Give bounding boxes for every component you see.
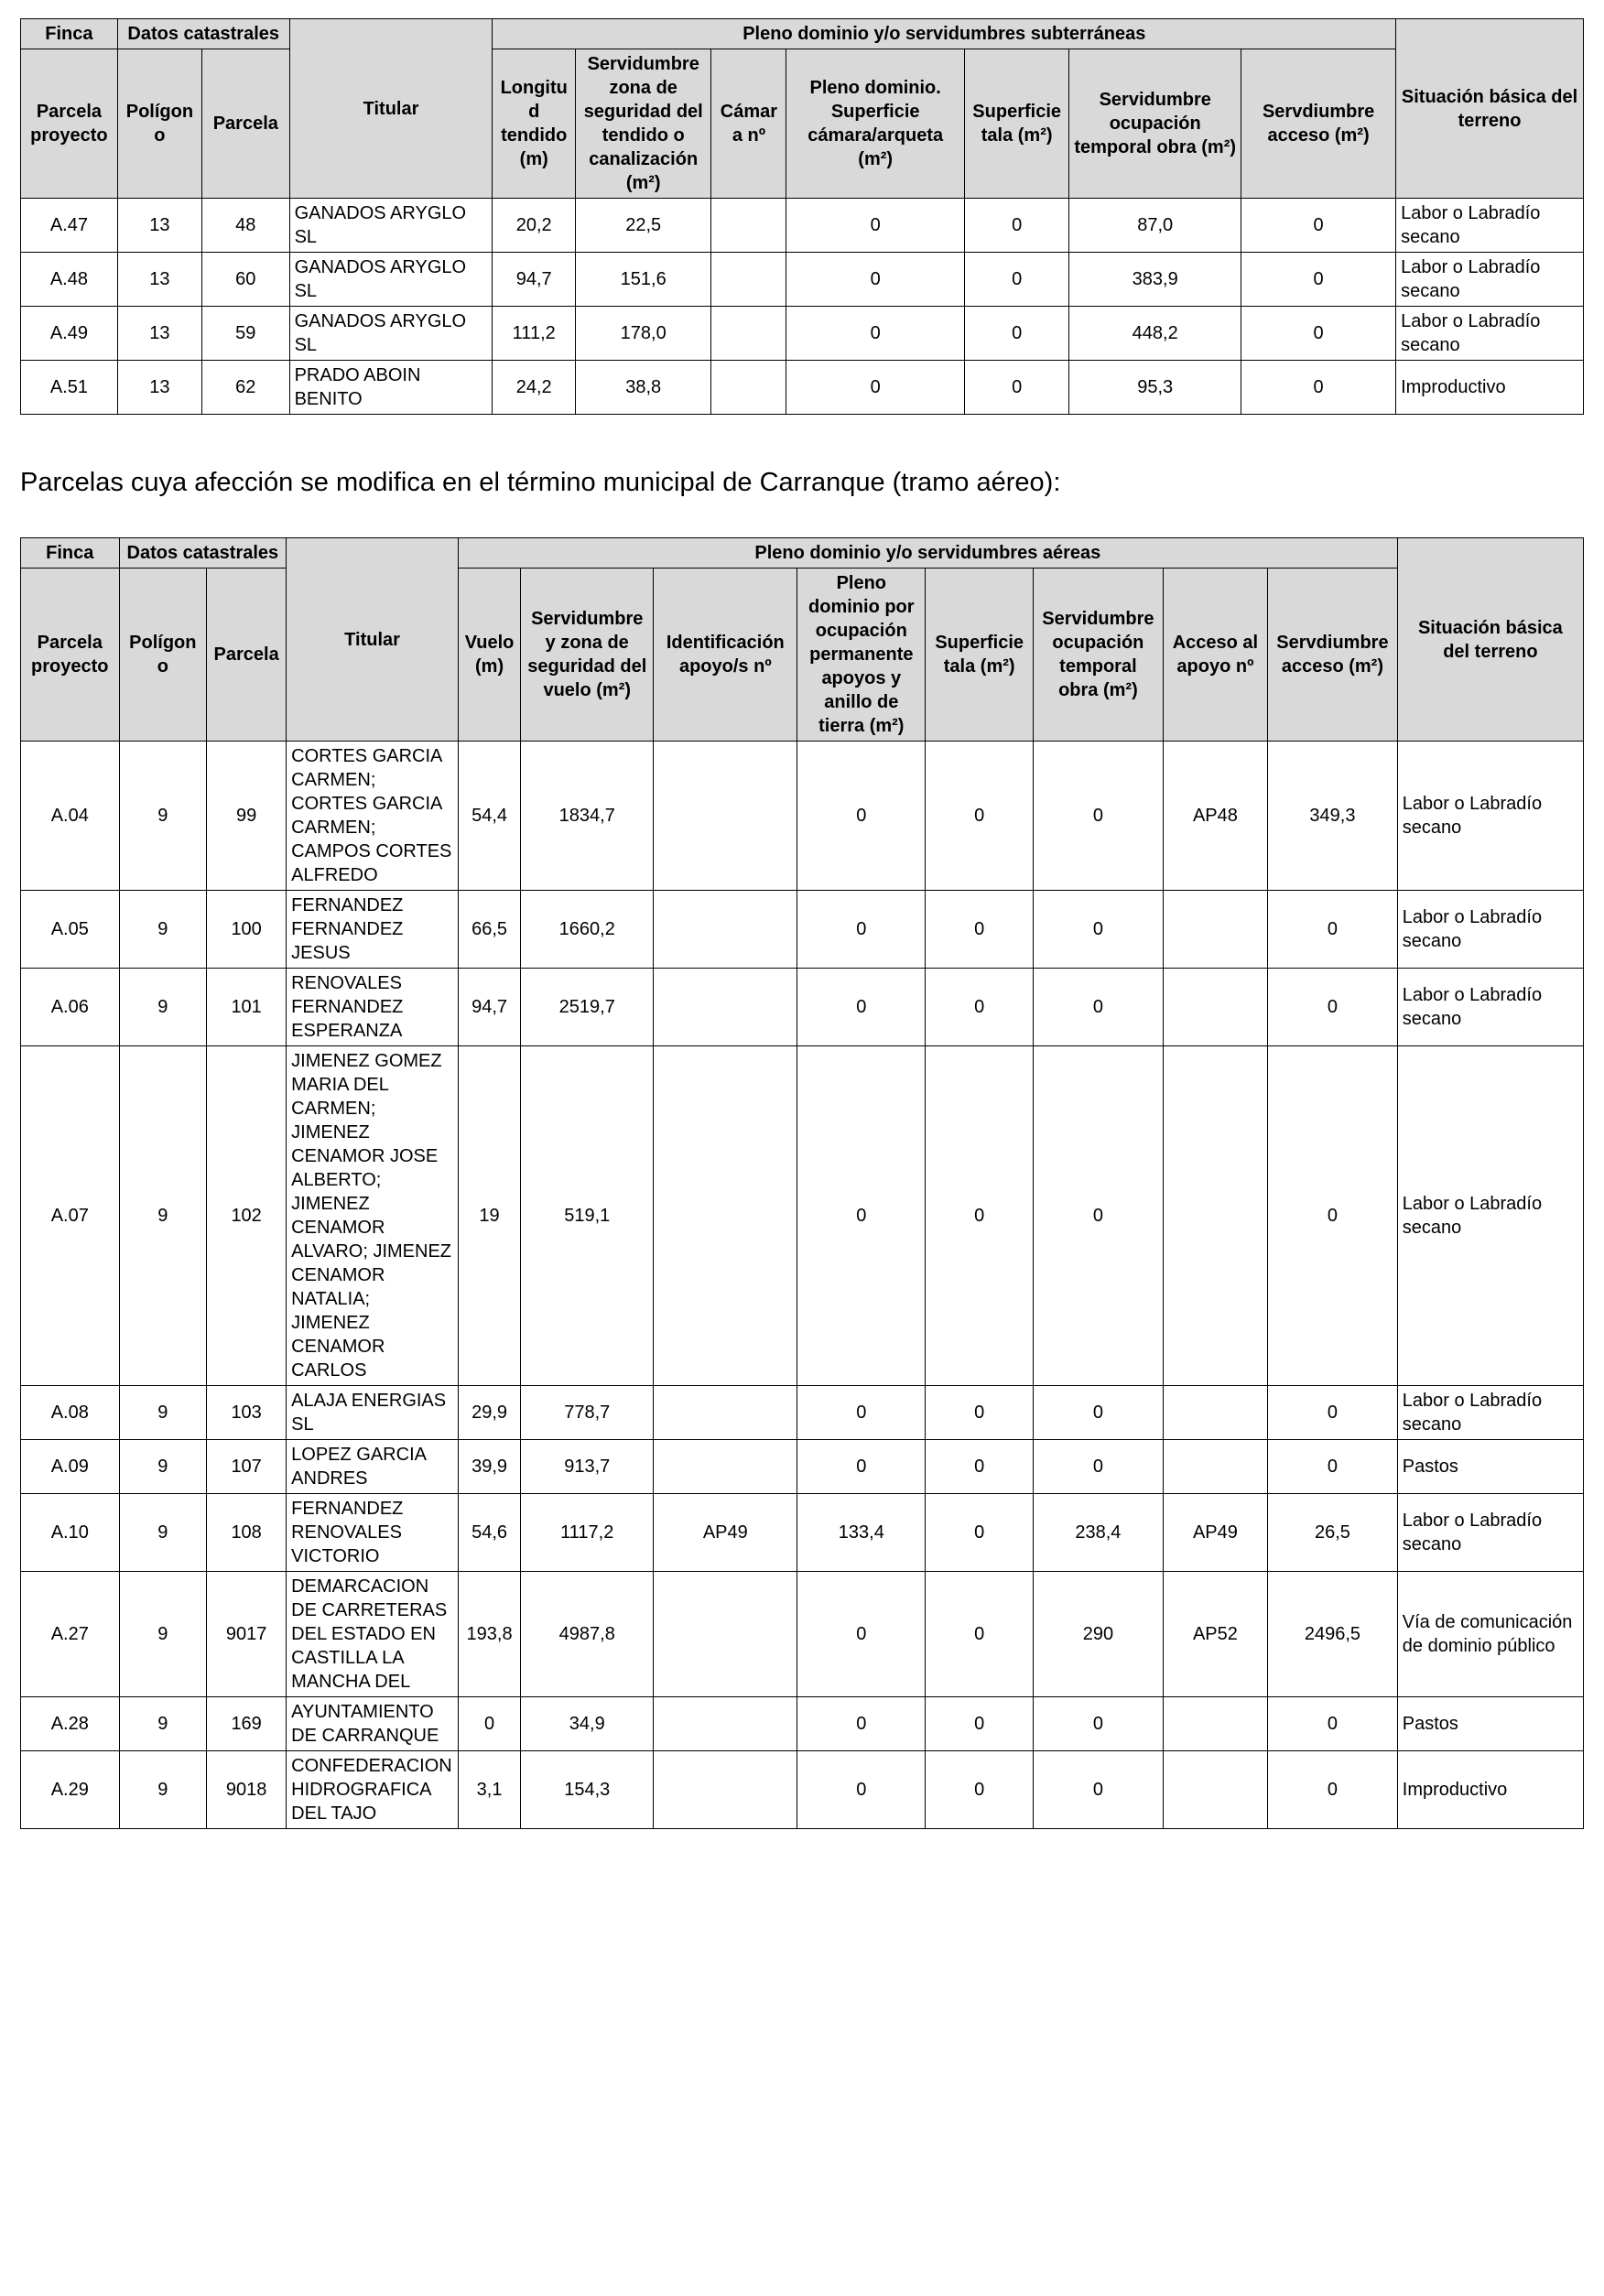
cell-pleno-dominio: 0 <box>797 1046 926 1386</box>
cell-parcela: 9018 <box>207 1751 287 1829</box>
cell-parcela: 48 <box>202 199 290 253</box>
cell-servidumbre-ocupacion: 0 <box>1034 1697 1164 1751</box>
cell-parcela: 59 <box>202 307 290 361</box>
cell-camara <box>711 199 786 253</box>
cell-servidumbre-acceso: 0 <box>1268 1697 1398 1751</box>
cell-titular: AYUNTAMIENTO DE CARRANQUE <box>287 1697 459 1751</box>
cell-servidumbre-acceso: 2496,5 <box>1268 1572 1398 1697</box>
cell-poligono: 13 <box>117 307 201 361</box>
cell-superficie-tala: 0 <box>926 742 1034 891</box>
cell-parcela: 99 <box>207 742 287 891</box>
cell-servidumbre-ocupacion: 448,2 <box>1069 307 1241 361</box>
cell-parcela-proyecto: A.47 <box>21 199 118 253</box>
header-parcela-proyecto: Parcela proyecto <box>21 49 118 199</box>
cell-titular: GANADOS ARYGLO SL <box>289 307 493 361</box>
header-parcela: Parcela <box>207 569 287 742</box>
header-row-columns <box>21 49 1584 199</box>
cell-acceso-apoyo: AP49 <box>1163 1494 1267 1572</box>
cell-identificacion-apoyo <box>654 1697 797 1751</box>
header-row-columns <box>21 569 1584 742</box>
cell-servidumbre-vuelo: 4987,8 <box>521 1572 654 1697</box>
cell-servidumbre-acceso: 26,5 <box>1268 1494 1398 1572</box>
cell-titular: ALAJA ENERGIAS SL <box>287 1386 459 1440</box>
cell-acceso-apoyo <box>1163 1046 1267 1386</box>
cell-servidumbre-vuelo: 1834,7 <box>521 742 654 891</box>
cell-acceso-apoyo <box>1163 1697 1267 1751</box>
cell-parcela-proyecto: A.29 <box>21 1751 120 1829</box>
cell-poligono: 9 <box>119 1386 207 1440</box>
cell-situacion-terreno: Labor o Labradío secano <box>1396 199 1584 253</box>
cell-identificacion-apoyo <box>654 1751 797 1829</box>
cell-superficie-tala: 0 <box>964 361 1068 415</box>
cell-poligono: 9 <box>119 1751 207 1829</box>
cell-pleno-dominio: 0 <box>786 199 965 253</box>
header-situacion-terreno: Situación básica del terreno <box>1397 538 1583 742</box>
table-servidumbres-subterraneas <box>20 18 1584 415</box>
cell-acceso-apoyo <box>1163 1440 1267 1494</box>
cell-poligono: 9 <box>119 969 207 1046</box>
cell-servidumbre-ocupacion: 0 <box>1034 1386 1164 1440</box>
cell-servidumbre-ocupacion: 238,4 <box>1034 1494 1164 1572</box>
header-servidumbre-acceso: Servdiumbre acceso (m²) <box>1268 569 1398 742</box>
cell-titular: GANADOS ARYGLO SL <box>289 253 493 307</box>
cell-servidumbre-vuelo: 778,7 <box>521 1386 654 1440</box>
cell-poligono: 9 <box>119 1572 207 1697</box>
cell-parcela: 60 <box>202 253 290 307</box>
cell-titular: GANADOS ARYGLO SL <box>289 199 493 253</box>
cell-servidumbre-ocupacion: 383,9 <box>1069 253 1241 307</box>
cell-situacion-terreno: Labor o Labradío secano <box>1396 253 1584 307</box>
header-parcela-proyecto: Parcela proyecto <box>21 569 120 742</box>
cell-parcela-proyecto: A.05 <box>21 891 120 969</box>
cell-parcela: 100 <box>207 891 287 969</box>
cell-situacion-terreno: Labor o Labradío secano <box>1396 307 1584 361</box>
cell-acceso-apoyo: AP48 <box>1163 742 1267 891</box>
cell-pleno-dominio: 0 <box>797 1440 926 1494</box>
header-row-groups <box>21 19 1584 49</box>
cell-poligono: 13 <box>117 253 201 307</box>
cell-acceso-apoyo <box>1163 891 1267 969</box>
cell-camara <box>711 307 786 361</box>
cell-superficie-tala: 0 <box>926 1572 1034 1697</box>
cell-superficie-tala: 0 <box>926 1046 1034 1386</box>
cell-identificacion-apoyo <box>654 1440 797 1494</box>
header-row-groups <box>21 538 1584 569</box>
cell-parcela-proyecto: A.10 <box>21 1494 120 1572</box>
table-servidumbres-aereas <box>20 537 1584 1829</box>
cell-identificacion-apoyo: AP49 <box>654 1494 797 1572</box>
cell-parcela: 102 <box>207 1046 287 1386</box>
cell-servidumbre-ocupacion: 0 <box>1034 1046 1164 1386</box>
cell-vuelo: 54,4 <box>458 742 520 891</box>
table-row <box>21 891 1584 969</box>
cell-pleno-dominio: 0 <box>797 1751 926 1829</box>
cell-poligono: 9 <box>119 891 207 969</box>
table-row <box>21 1751 1584 1829</box>
header-titular: Titular <box>289 19 493 199</box>
cell-titular: PRADO ABOIN BENITO <box>289 361 493 415</box>
cell-superficie-tala: 0 <box>926 1494 1034 1572</box>
cell-vuelo: 54,6 <box>458 1494 520 1572</box>
cell-servidumbre-ocupacion: 0 <box>1034 1751 1164 1829</box>
cell-servidumbre-zona: 22,5 <box>575 199 711 253</box>
table-row <box>21 361 1584 415</box>
cell-servidumbre-vuelo: 154,3 <box>521 1751 654 1829</box>
cell-parcela-proyecto: A.04 <box>21 742 120 891</box>
header-pleno-dominio-camara: Pleno dominio. Superficie cámara/arqueta (m²) <box>786 49 965 199</box>
header-vuelo: Vuelo (m) <box>458 569 520 742</box>
cell-superficie-tala: 0 <box>926 891 1034 969</box>
cell-servidumbre-ocupacion: 0 <box>1034 742 1164 891</box>
cell-identificacion-apoyo <box>654 1572 797 1697</box>
cell-titular: FERNANDEZ FERNANDEZ JESUS <box>287 891 459 969</box>
cell-pleno-dominio: 133,4 <box>797 1494 926 1572</box>
header-titular: Titular <box>287 538 459 742</box>
cell-poligono: 9 <box>119 1440 207 1494</box>
cell-situacion-terreno: Pastos <box>1397 1440 1583 1494</box>
header-parcela: Parcela <box>202 49 290 199</box>
table-row <box>21 1046 1584 1386</box>
cell-poligono: 13 <box>117 361 201 415</box>
cell-servidumbre-zona: 178,0 <box>575 307 711 361</box>
header-servidumbre-acceso: Servdiumbre acceso (m²) <box>1241 49 1396 199</box>
cell-longitud-tendido: 24,2 <box>493 361 575 415</box>
cell-parcela-proyecto: A.07 <box>21 1046 120 1386</box>
cell-superficie-tala: 0 <box>964 307 1068 361</box>
cell-pleno-dominio: 0 <box>797 1386 926 1440</box>
header-servidumbre-ocupacion: Servidumbre ocupación temporal obra (m²) <box>1069 49 1241 199</box>
table-row <box>21 742 1584 891</box>
table-body-aereas <box>21 742 1584 1829</box>
cell-identificacion-apoyo <box>654 969 797 1046</box>
table-body-subterraneas <box>21 199 1584 415</box>
cell-longitud-tendido: 94,7 <box>493 253 575 307</box>
cell-servidumbre-vuelo: 913,7 <box>521 1440 654 1494</box>
cell-poligono: 9 <box>119 742 207 891</box>
cell-pleno-dominio: 0 <box>797 1697 926 1751</box>
cell-situacion-terreno: Labor o Labradío secano <box>1397 969 1583 1046</box>
cell-poligono: 9 <box>119 1494 207 1572</box>
cell-acceso-apoyo <box>1163 1751 1267 1829</box>
intro-paragraph: Parcelas cuya afección se modifica en el término municipal de Carranque (tramo aéreo): <box>20 468 1061 497</box>
cell-vuelo: 193,8 <box>458 1572 520 1697</box>
cell-servidumbre-vuelo: 34,9 <box>521 1697 654 1751</box>
cell-servidumbre-acceso: 0 <box>1241 307 1396 361</box>
header-datos-catastrales: Datos catastrales <box>119 538 287 569</box>
cell-situacion-terreno: Labor o Labradío secano <box>1397 1046 1583 1386</box>
cell-servidumbre-acceso: 0 <box>1268 1046 1398 1386</box>
cell-vuelo: 29,9 <box>458 1386 520 1440</box>
header-finca: Finca <box>21 538 120 569</box>
cell-identificacion-apoyo <box>654 1386 797 1440</box>
cell-servidumbre-vuelo: 1117,2 <box>521 1494 654 1572</box>
cell-longitud-tendido: 111,2 <box>493 307 575 361</box>
header-group-pleno-dominio-subterraneas: Pleno dominio y/o servidumbres subterráneas <box>493 19 1396 49</box>
cell-situacion-terreno: Labor o Labradío secano <box>1397 891 1583 969</box>
document-content <box>20 18 1584 1829</box>
cell-vuelo: 94,7 <box>458 969 520 1046</box>
cell-servidumbre-vuelo: 1660,2 <box>521 891 654 969</box>
cell-pleno-dominio: 0 <box>786 307 965 361</box>
cell-situacion-terreno: Labor o Labradío secano <box>1397 742 1583 891</box>
cell-acceso-apoyo: AP52 <box>1163 1572 1267 1697</box>
cell-servidumbre-acceso: 0 <box>1268 1386 1398 1440</box>
cell-parcela: 108 <box>207 1494 287 1572</box>
cell-titular: LOPEZ GARCIA ANDRES <box>287 1440 459 1494</box>
header-datos-catastrales: Datos catastrales <box>117 19 289 49</box>
cell-vuelo: 19 <box>458 1046 520 1386</box>
table-row <box>21 1697 1584 1751</box>
cell-servidumbre-acceso: 0 <box>1241 199 1396 253</box>
cell-superficie-tala: 0 <box>926 1386 1034 1440</box>
cell-acceso-apoyo <box>1163 969 1267 1046</box>
cell-identificacion-apoyo <box>654 891 797 969</box>
cell-parcela-proyecto: A.06 <box>21 969 120 1046</box>
header-pleno-dominio-apoyos: Pleno dominio por ocupación permanente apoyos y anillo de tierra (m²) <box>797 569 926 742</box>
cell-servidumbre-ocupacion: 87,0 <box>1069 199 1241 253</box>
cell-camara <box>711 253 786 307</box>
cell-superficie-tala: 0 <box>926 969 1034 1046</box>
cell-parcela-proyecto: A.48 <box>21 253 118 307</box>
cell-servidumbre-vuelo: 519,1 <box>521 1046 654 1386</box>
cell-servidumbre-acceso: 349,3 <box>1268 742 1398 891</box>
cell-longitud-tendido: 20,2 <box>493 199 575 253</box>
cell-parcela-proyecto: A.28 <box>21 1697 120 1751</box>
cell-pleno-dominio: 0 <box>797 1572 926 1697</box>
cell-titular: CORTES GARCIA CARMEN; CORTES GARCIA CARMEN; CAMPOS CORTES ALFREDO <box>287 742 459 891</box>
cell-servidumbre-acceso: 0 <box>1241 361 1396 415</box>
cell-servidumbre-vuelo: 2519,7 <box>521 969 654 1046</box>
header-acceso-apoyo: Acceso al apoyo nº <box>1163 569 1267 742</box>
cell-pleno-dominio: 0 <box>797 891 926 969</box>
header-servidumbre-ocupacion: Servidumbre ocupación temporal obra (m²) <box>1034 569 1164 742</box>
cell-situacion-terreno: Labor o Labradío secano <box>1397 1494 1583 1572</box>
cell-servidumbre-zona: 38,8 <box>575 361 711 415</box>
cell-parcela: 101 <box>207 969 287 1046</box>
cell-superficie-tala: 0 <box>964 199 1068 253</box>
cell-superficie-tala: 0 <box>964 253 1068 307</box>
cell-vuelo: 39,9 <box>458 1440 520 1494</box>
cell-camara <box>711 361 786 415</box>
header-situacion-terreno: Situación básica del terreno <box>1396 19 1584 199</box>
cell-parcela-proyecto: A.09 <box>21 1440 120 1494</box>
cell-servidumbre-zona: 151,6 <box>575 253 711 307</box>
header-poligono: Polígono <box>117 49 201 199</box>
cell-parcela-proyecto: A.27 <box>21 1572 120 1697</box>
header-servidumbre-zona-seguridad: Servidumbre zona de seguridad del tendido o canalización (m²) <box>575 49 711 199</box>
cell-poligono: 9 <box>119 1046 207 1386</box>
cell-servidumbre-ocupacion: 0 <box>1034 1440 1164 1494</box>
header-superficie-tala: Superficie tala (m²) <box>926 569 1034 742</box>
cell-situacion-terreno: Improductivo <box>1397 1751 1583 1829</box>
table-header <box>21 538 1584 742</box>
cell-titular: CONFEDERACION HIDROGRAFICA DEL TAJO <box>287 1751 459 1829</box>
cell-parcela: 103 <box>207 1386 287 1440</box>
cell-parcela-proyecto: A.08 <box>21 1386 120 1440</box>
header-group-pleno-dominio-aereas: Pleno dominio y/o servidumbres aéreas <box>458 538 1397 569</box>
table-row <box>21 1572 1584 1697</box>
cell-situacion-terreno: Vía de comunicación de dominio público <box>1397 1572 1583 1697</box>
header-finca: Finca <box>21 19 118 49</box>
cell-titular: FERNANDEZ RENOVALES VICTORIO <box>287 1494 459 1572</box>
table-row <box>21 1440 1584 1494</box>
table-row <box>21 253 1584 307</box>
cell-servidumbre-acceso: 0 <box>1241 253 1396 307</box>
cell-titular: JIMENEZ GOMEZ MARIA DEL CARMEN; JIMENEZ CENAMOR JOSE ALBERTO; JIMENEZ CENAMOR ALVARO; JIMENEZ CENAMOR NATALIA; JIMENEZ CENAMOR CARLOS <box>287 1046 459 1386</box>
cell-vuelo: 0 <box>458 1697 520 1751</box>
cell-pleno-dominio: 0 <box>786 253 965 307</box>
cell-poligono: 9 <box>119 1697 207 1751</box>
cell-identificacion-apoyo <box>654 1046 797 1386</box>
cell-acceso-apoyo <box>1163 1386 1267 1440</box>
cell-superficie-tala: 0 <box>926 1697 1034 1751</box>
header-servidumbre-vuelo: Servidumbre y zona de seguridad del vuelo (m²) <box>521 569 654 742</box>
cell-servidumbre-acceso: 0 <box>1268 891 1398 969</box>
cell-vuelo: 66,5 <box>458 891 520 969</box>
cell-servidumbre-ocupacion: 95,3 <box>1069 361 1241 415</box>
table-row <box>21 1386 1584 1440</box>
header-identificacion-apoyo: Identificación apoyo/s nº <box>654 569 797 742</box>
table-header <box>21 19 1584 199</box>
cell-parcela: 169 <box>207 1697 287 1751</box>
cell-identificacion-apoyo <box>654 742 797 891</box>
table-row <box>21 307 1584 361</box>
table-row <box>21 199 1584 253</box>
cell-parcela: 9017 <box>207 1572 287 1697</box>
cell-situacion-terreno: Improductivo <box>1396 361 1584 415</box>
cell-servidumbre-acceso: 0 <box>1268 1440 1398 1494</box>
table-row <box>21 969 1584 1046</box>
cell-servidumbre-acceso: 0 <box>1268 969 1398 1046</box>
cell-servidumbre-ocupacion: 290 <box>1034 1572 1164 1697</box>
cell-servidumbre-ocupacion: 0 <box>1034 969 1164 1046</box>
cell-superficie-tala: 0 <box>926 1440 1034 1494</box>
cell-parcela: 62 <box>202 361 290 415</box>
header-camara: Cámara nº <box>711 49 786 199</box>
table-row <box>21 1494 1584 1572</box>
cell-situacion-terreno: Labor o Labradío secano <box>1397 1386 1583 1440</box>
cell-pleno-dominio: 0 <box>797 969 926 1046</box>
cell-parcela: 107 <box>207 1440 287 1494</box>
cell-parcela-proyecto: A.49 <box>21 307 118 361</box>
cell-poligono: 13 <box>117 199 201 253</box>
cell-titular: DEMARCACION DE CARRETERAS DEL ESTADO EN CASTILLA LA MANCHA DEL <box>287 1572 459 1697</box>
cell-pleno-dominio: 0 <box>786 361 965 415</box>
cell-situacion-terreno: Pastos <box>1397 1697 1583 1751</box>
cell-parcela-proyecto: A.51 <box>21 361 118 415</box>
header-superficie-tala: Superficie tala (m²) <box>964 49 1068 199</box>
header-poligono: Polígono <box>119 569 207 742</box>
cell-servidumbre-ocupacion: 0 <box>1034 891 1164 969</box>
cell-servidumbre-acceso: 0 <box>1268 1751 1398 1829</box>
header-longitud-tendido: Longitud tendido (m) <box>493 49 575 199</box>
cell-vuelo: 3,1 <box>458 1751 520 1829</box>
cell-pleno-dominio: 0 <box>797 742 926 891</box>
cell-titular: RENOVALES FERNANDEZ ESPERANZA <box>287 969 459 1046</box>
cell-superficie-tala: 0 <box>926 1751 1034 1829</box>
